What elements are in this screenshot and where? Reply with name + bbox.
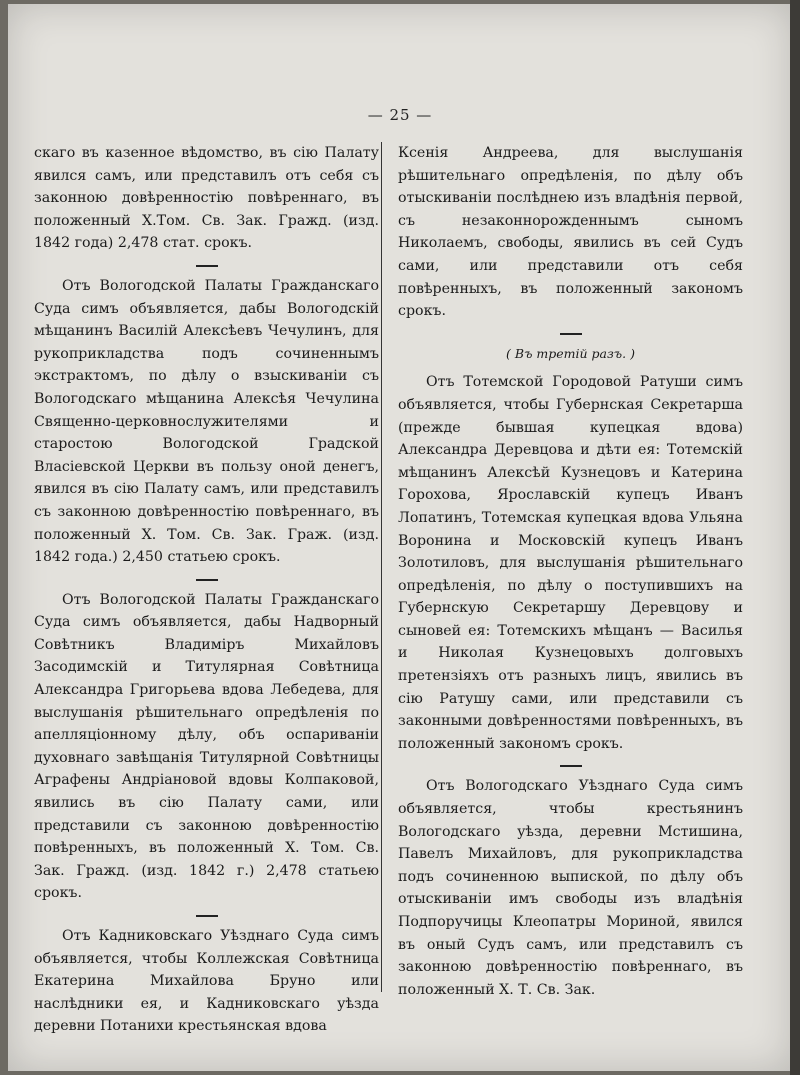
document-page [8,4,792,1071]
left-paragraph-1: скаго въ казенное вѣдомство, въ сію Палату явился самъ, или представилъ отъ себя съ законною довѣренностію повѣреннаго, въ положенный X.Том. Св. Зак. Гражд. (изд. 1842 года) 2,478 стат. срокъ. [34,145,379,252]
section-separator [196,915,218,917]
scan-edge [790,0,800,1075]
left-paragraph-4: Отъ Кадниковскаго Уѣзднаго Суда симъ объявляется, чтобы Коллежская Совѣтница Екатерина Михайлова Бруно или наслѣдники ея, и Кадниковскаго уѣзда деревни Потанихи крестьянская вдова [34,928,379,1035]
right-paragraph-1: Ксенія Андреева, для выслушанія рѣшительнаго опредѣленія, по дѣлу объ отыскиваніи послѣднею изъ владѣнія первой, съ незаконнорожденнымъ сыномъ Николаемъ, свободы, явились въ сей Судъ сами, или представили отъ себя повѣренныхъ, въ положенный закономъ срокъ. [398,145,743,320]
section-separator [560,333,582,335]
repeat-notice: ( Въ третій разъ. ) [506,345,635,361]
left-paragraph-2: Отъ Вологодской Палаты Гражданскаго Суда симъ объявляется, дабы Вологодскій мѣщанинъ Василій Алексѣевъ Чечулинъ, для рукоприкладства подъ сочиненнымъ экстрактомъ, по дѣлу о взыскиваніи съ Вологодскаго мѣщанина Алексѣя Чечулина Священно-церковнослужителями и старостою Вологодской Градской Власіевской Церкви въ пользу оной денегъ, явился въ сію Палату самъ, или представилъ съ законною довѣренностію повѣреннаго, въ положенный X. Том. Св. Зак. Граж. (изд. 1842 года.) 2,450 статьею срокъ. [34,277,379,566]
left-paragraph-3: Отъ Вологодской Палаты Гражданскаго Суда симъ объявляется, дабы Надворный Совѣтникъ Владиміръ Михайловъ Засодимскій и Титулярная Совѣтница Александра Григорьева вдова Лебедева, для выслушанія рѣшительнаго опредѣленія по апелляціонному дѣлу, объ оспариваніи духовнаго завѣщанія Титулярной Совѣтницы Аграфены Андріановой вдовы Колпаковой, явились въ сію Палату сами, или представили съ законною довѣренностію повѣренныхъ, въ положенный X. Том. Св. Зак. Гражд. (изд. 1842 г.) 2,478 статьею срокъ. [34,591,379,902]
page-number: — 25 — [367,106,433,124]
section-separator [196,265,218,267]
column-divider [381,142,382,992]
right-paragraph-3: Отъ Вологодскаго Уѣзднаго Суда симъ объявляется, чтобы крестьянинъ Вологодскаго уѣзда, деревни Мстишина, Павелъ Михайловъ, для рукоприкладства подъ сочиненною выпиской, по дѣлу объ отыскиваніи имъ свободы изъ владѣнія Подпоручицы Клеопатры Мориной, явился въ оный Судъ самъ, или представилъ съ законною довѣренностію повѣреннаго, въ положенный X. Т. Св. Зак. [398,778,743,998]
section-separator [560,765,582,767]
left-column [34,142,379,1038]
right-column [398,142,743,1001]
right-paragraph-2: Отъ Тотемской Городовой Ратуши симъ объявляется, чтобы Губернская Секретарша (прежде бывшая купецкая вдова) Александра Деревцова и дѣти ея: Тотемскій мѣщанинъ Алексѣй Кузнецовъ и Катерина Горохова, Ярославскій купецъ Иванъ Лопатинъ, Тотемская купецкая вдова Ульяна Воронина и Московскій купецъ Иванъ Золотиловъ, для выслушанія рѣшительнаго опредѣленія, по дѣлу о поступившихъ на Губернскую Секретаршу Деревцову и сыновей ея: Тотемскихъ мѣщанъ — Василья и Николая Кузнецовыхъ долговыхъ претензіяхъ отъ разныхъ лицъ, явились въ сію Ратушу сами, или представили съ законными довѣренностями повѣренныхъ, въ положенный закономъ срокъ. [398,374,743,752]
section-separator [196,579,218,581]
